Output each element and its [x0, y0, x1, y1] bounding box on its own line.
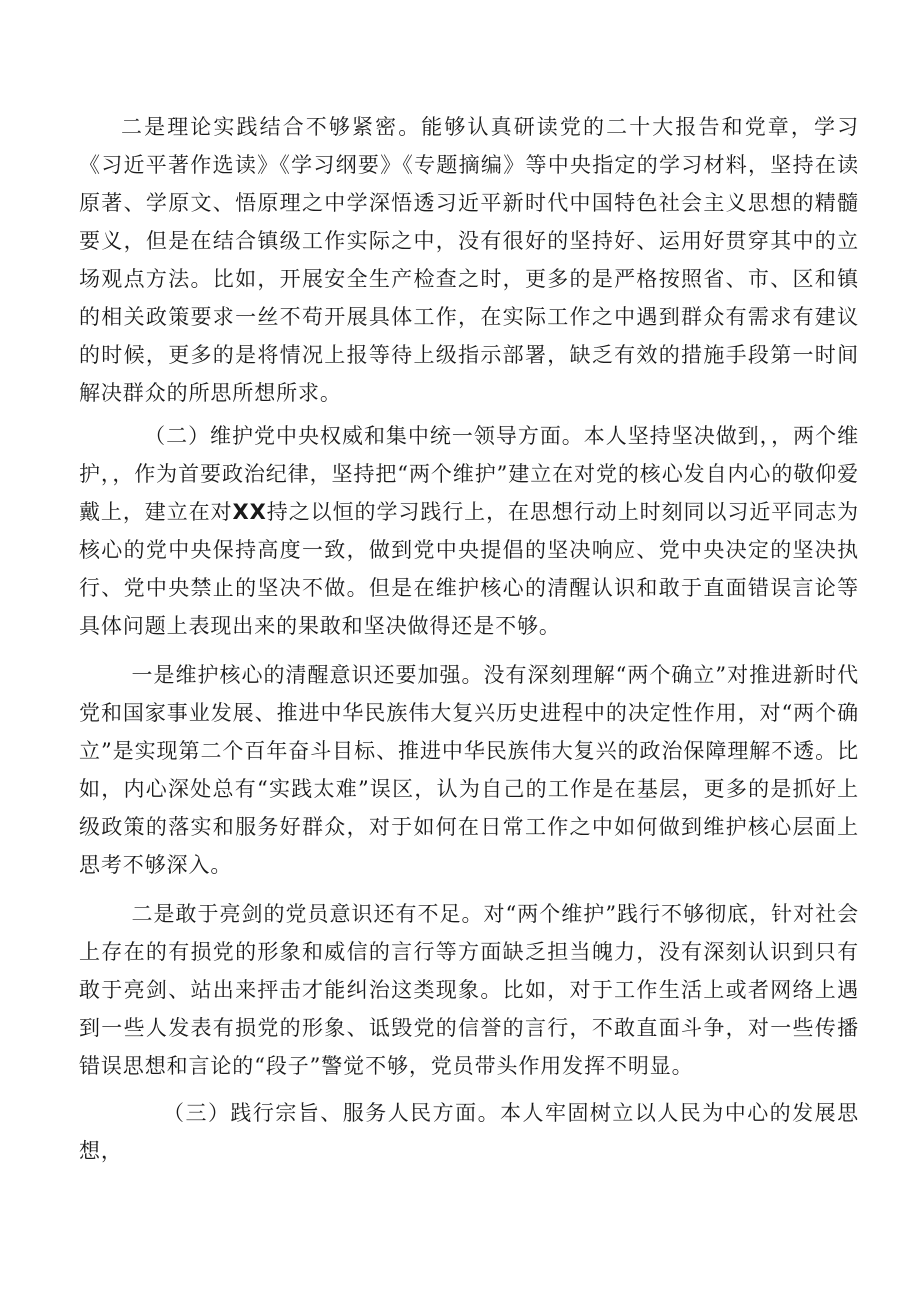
paragraph-core-awareness: 一是维护核心的清醒意识还要加强。没有深刻理解“两个确立”对推进新时代党和国家事业发展、推进中华民族伟大复兴历史进程中的决定性作用，对“两个确立”是实现第二个百年奋斗目标、推进中华民族伟大复兴的政治保障理解不透。比如，内心深处总有“实践太难”误区，认为自己的工作是在基层，更多的是抓好上级政策的落实和服务好群众，对于如何在日常工作之中如何做到维护核心层面上思考不够深入。	[79, 663, 859, 877]
paragraph-party-member-awareness: 二是敢于亮剑的党员意识还有不足。对“两个维护”践行不够彻底，针对社会上存在的有损党的形象和威信的言行等方面缺乏担当魄力，没有深刻认识到只有敢于亮剑、站出来抨击才能纠治这类现象。比如，对于工作生活上或者网络上遇到一些人发表有损党的形象、诋毁党的信誉的言行，不敢直面斗争，对一些传播错误思想和言论的“段子”警觉不够，党员带头作用发挥不明显。	[79, 902, 859, 1078]
paragraph-text-after: 持之以恒的学习践行上，在思想行动上时刻同以习近平同志为核心的党中央保持高度一致，做到党中央提倡的坚决响应、党中央决定的坚决执行、党中央禁止的坚决不做。但是在维护核心的清醒认识和敢于直面错误言论等具体问题上表现出来的果敢和坚决做得还是不够。	[79, 500, 859, 638]
document-body	[79, 108, 859, 1170]
paragraph-serve-people: （三）践行宗旨、服务人民方面。本人牢固树立以人民为中心的发展思想，	[79, 1101, 859, 1163]
paragraph-text-before: （二）维护党中央权威和集中统一领导方面。本人坚持坚决做到，，两个维护，，作为首要政治纪律，坚持把“两个维护”建立在对党的核心发自内心的敬仰爱戴上，建立在对	[79, 424, 859, 524]
placeholder-bold-text: XX	[232, 500, 267, 524]
paragraph-theory-practice: 二是理论实践结合不够紧密。能够认真研读党的二十大报告和党章，学习《习近平著作选读》《学习纲要》《专题摘编》等中央指定的学习材料，坚持在读原著、学原文、悟原理之中学深悟透习近平新时代中国特色社会主义思想的精髓要义，但是在结合镇级工作实际之中，没有很好的坚持好、运用好贯穿其中的立场观点方法。比如，开展安全生产检查之时，更多的是严格按照省、市、区和镇的相关政策要求一丝不苟开展具体工作，在实际工作之中遇到群众有需求有建议的时候，更多的是将情况上报等待上级指示部署，缺乏有效的措施手段第一时间解决群众的所思所想所求。	[79, 115, 859, 405]
paragraph-uphold-authority	[79, 417, 859, 645]
